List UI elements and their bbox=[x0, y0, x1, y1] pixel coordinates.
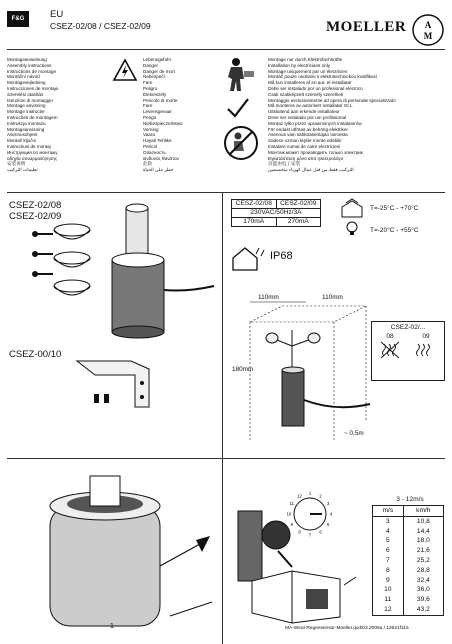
dial-number: 12 bbox=[297, 493, 302, 499]
text-line: Instrukcja montażu bbox=[7, 120, 46, 126]
text-line: Danger de mort bbox=[143, 68, 175, 74]
text-line: Niebezpieczeństwo bbox=[143, 120, 183, 126]
text-line: Montage anvisning bbox=[7, 103, 46, 109]
text-line: Montaggio esclusivamente ad opera di personale specializzato bbox=[268, 97, 396, 103]
spec-table: CESZ-02/08 CESZ-02/09 230VAC/50Hz/3A 170mA 270mA bbox=[231, 199, 321, 227]
danger-column bbox=[143, 57, 183, 173]
text-line: Asennusohjeet bbox=[7, 132, 38, 138]
text-line: 仅能由电工安装 bbox=[268, 161, 301, 167]
dial-number: 8 bbox=[298, 529, 301, 535]
speed-row bbox=[373, 536, 444, 546]
bracket-screws-icon bbox=[92, 392, 114, 406]
wall-bracket-illustration bbox=[75, 357, 155, 409]
text-line: Életveszély bbox=[143, 91, 167, 97]
text-line: οδηγία συναρμολόγησης bbox=[7, 155, 58, 161]
speed-row bbox=[373, 576, 444, 586]
dial-number: 1 bbox=[308, 490, 312, 496]
svg-text:M: M bbox=[423, 31, 433, 41]
speed-ms: 8 bbox=[373, 566, 404, 576]
heater-symbols-icon bbox=[372, 340, 442, 370]
installation-closeup-illustration bbox=[40, 466, 220, 628]
sensor-models: CSEZ-02/08 CSEZ-02/09 bbox=[9, 200, 62, 222]
text-line: Pericolo di morte bbox=[143, 97, 178, 103]
text-line: Assembly instructions bbox=[7, 62, 52, 68]
text-line: Montage nur durch Elektrofachkräfte bbox=[268, 57, 343, 62]
speed-ms: 3 bbox=[373, 516, 404, 526]
text-line: Må kun installeres af en aut. el-installatør bbox=[268, 80, 352, 86]
text-line: Sadece uzman kişiler monte edebilir bbox=[268, 138, 342, 144]
manual-book-illustration bbox=[248, 567, 360, 625]
electrician-column bbox=[268, 57, 396, 173]
speed-row bbox=[373, 527, 444, 537]
speed-ms: 5 bbox=[373, 536, 404, 546]
speed-row bbox=[373, 546, 444, 556]
no-diy-icon bbox=[222, 124, 260, 162]
speed-title: 3 - 12m/s bbox=[396, 496, 424, 503]
speed-kmh: 28,8 bbox=[416, 566, 430, 574]
dial-number: 5 bbox=[327, 522, 330, 527]
warning-triangle-icon bbox=[112, 58, 138, 82]
speed-ms: 9 bbox=[373, 576, 404, 586]
brand-emblem-icon bbox=[411, 10, 445, 50]
speed-row bbox=[373, 605, 444, 615]
text-line: Vorning bbox=[143, 126, 159, 132]
text-line: Instructiuni de montaj bbox=[7, 143, 51, 149]
text-line: Montaž ključni bbox=[7, 138, 37, 144]
text-line: Installation by electricians only bbox=[268, 62, 331, 68]
speed-kmh: 21,6 bbox=[416, 547, 430, 555]
dial-number: 2 bbox=[319, 493, 322, 499]
speed-ms: 10 bbox=[373, 585, 404, 595]
speed-kmh: 18,0 bbox=[416, 537, 430, 545]
text-line: التركيب فقط من قبل عمال كهرباء متخصصين bbox=[268, 167, 354, 173]
file-reference: MA-Wind-Regensensor-Moeller.qxd/03.2008a / 13621f115 bbox=[285, 626, 409, 631]
text-line: Montážní návod bbox=[7, 74, 40, 80]
dial-number: 11 bbox=[289, 501, 294, 506]
text-line: Montage instructie bbox=[7, 109, 45, 115]
speed-row bbox=[373, 566, 444, 576]
text-line: Må monteres av autorisert installatør Gr.L bbox=[268, 103, 353, 109]
dial-number: 4 bbox=[329, 511, 333, 517]
speed-ms: 7 bbox=[373, 556, 404, 566]
page-number: 1 bbox=[110, 623, 114, 630]
text-line: Инструкция по монтажу bbox=[7, 149, 58, 155]
text-line: Vaara bbox=[143, 132, 155, 138]
ip-rating: IP68 bbox=[270, 250, 293, 262]
text-line: Perigo bbox=[143, 114, 157, 120]
text-line: Lebensgefahr bbox=[143, 57, 172, 62]
dial-number: 10 bbox=[286, 511, 292, 517]
text-line: Levensgevaar bbox=[143, 109, 172, 115]
speed-row bbox=[373, 556, 444, 566]
speed-table: m/s km/h 3 10,8 4 14,4 5 18,0 6 21,6 7 25,2 8 28,8 9 32,4 10 36,0 11 39,6 12 43,2 bbox=[372, 505, 444, 616]
text-line: Montage uniquement par un électricien bbox=[268, 68, 348, 74]
dial-number: 9 bbox=[290, 522, 293, 527]
text-line: Peligro bbox=[143, 85, 158, 91]
text-line: Asennus vain sähköasentajan toimesta bbox=[268, 132, 348, 138]
text-line: Instrucões de montagem bbox=[7, 114, 58, 120]
text-line: Montáž pouze osobami s elektrotechnickou kvalifikací bbox=[268, 74, 378, 80]
text-line: Debe ser instalado por un profesional eléctrico bbox=[268, 85, 363, 91]
text-line: Fare bbox=[143, 103, 153, 109]
speed-ms: 11 bbox=[373, 595, 404, 605]
header-models: CSEZ-02/08 / CSEZ-02/09 bbox=[50, 21, 151, 31]
manufacturer-logo: F&G bbox=[7, 11, 29, 27]
electrician-icon bbox=[222, 57, 260, 93]
text-line: Uitsluitend aan erkende installateur bbox=[268, 109, 340, 115]
speed-kmh: 36,0 bbox=[416, 586, 430, 594]
text-line: 危险 bbox=[143, 161, 153, 167]
dial-number: 7 bbox=[308, 532, 312, 538]
speed-row bbox=[373, 595, 444, 605]
checkmark-icon bbox=[226, 97, 250, 119]
text-line: Danger bbox=[143, 62, 159, 68]
text-line: Fare bbox=[143, 80, 153, 86]
text-line: Опасность bbox=[143, 149, 166, 155]
cable-length: ~ 0,5m bbox=[344, 430, 364, 437]
text-line: تعليمات التركيب bbox=[7, 167, 38, 173]
text-line: Nebezpečí bbox=[143, 74, 165, 80]
text-line: Hayati Tehlike bbox=[143, 138, 172, 144]
temp-range-indoor: T=-20°C - +55°C bbox=[370, 227, 419, 234]
svg-text:A: A bbox=[424, 20, 432, 30]
text-line: Pericol bbox=[143, 143, 158, 149]
dim-width-2: 110mm bbox=[322, 294, 343, 301]
bulb-icon bbox=[343, 220, 361, 236]
speed-row bbox=[373, 516, 444, 526]
speed-ms: 4 bbox=[373, 527, 404, 537]
text-line: Szerelési útasítás bbox=[7, 91, 44, 97]
speed-kmh: 43,2 bbox=[416, 605, 430, 613]
instructions-column bbox=[7, 57, 59, 173]
dial-number: 3 bbox=[327, 501, 330, 506]
dim-height: 180mm bbox=[232, 366, 254, 373]
dimension-drawing bbox=[246, 300, 376, 440]
speed-kmh: 25,2 bbox=[416, 556, 430, 564]
speed-ms: 12 bbox=[373, 605, 404, 615]
text-line: 安装说明 bbox=[7, 161, 26, 167]
temp-range-outdoor: T=-25°C - +70°C bbox=[370, 205, 419, 212]
text-line: Csak szakképzett személy szerelheti bbox=[268, 91, 344, 97]
outdoor-box-icon bbox=[340, 197, 364, 219]
dip-switch-box: CSEZ-02/... 08 09 bbox=[371, 321, 445, 381]
text-line: خطر على الحياة bbox=[143, 167, 174, 173]
speed-row bbox=[373, 585, 444, 595]
text-line: Instructions de montage bbox=[7, 68, 57, 74]
text-line: Istruzioni di montaggio bbox=[7, 97, 53, 103]
speed-kmh: 39,6 bbox=[416, 596, 430, 604]
speed-kmh: 10,8 bbox=[416, 517, 430, 525]
text-line: Εγκατάσταση μόνο από ηλεκτρολόγο bbox=[268, 155, 344, 161]
text-line: Instrucciones de montaje. bbox=[7, 85, 60, 91]
text-line: Instalare numai de catre electricieni bbox=[268, 143, 341, 149]
sensor-housing-illustration bbox=[108, 200, 218, 340]
anemometer-cups-icon bbox=[50, 222, 94, 306]
text-line: κίνδυνος θανάτου bbox=[143, 155, 180, 161]
text-line: Deve ser instalado por um profissional bbox=[268, 114, 347, 120]
text-line: Montagevejledning bbox=[7, 80, 46, 86]
brand-logo: MOELLER bbox=[326, 19, 407, 35]
dim-width-1: 110mm bbox=[258, 294, 279, 301]
speed-kmh: 14,4 bbox=[416, 527, 430, 535]
eu-label: EU bbox=[50, 9, 64, 20]
bracket-model: CSEZ-00/10 bbox=[9, 349, 62, 360]
text-line: För endast utföras av behörig elektriker bbox=[268, 126, 348, 132]
speed-kmh: 32,4 bbox=[416, 576, 430, 584]
dial-number: 6 bbox=[319, 529, 322, 535]
house-rain-icon bbox=[229, 244, 269, 272]
text-line: Монтаж может производить только электрик bbox=[268, 149, 363, 155]
text-line: Montageanvisning bbox=[7, 126, 45, 132]
text-line: Montaż tylko przez uprawnionych instalatorów bbox=[268, 120, 362, 126]
speed-ms: 6 bbox=[373, 546, 404, 556]
text-line: Montageanweisung bbox=[7, 57, 47, 62]
